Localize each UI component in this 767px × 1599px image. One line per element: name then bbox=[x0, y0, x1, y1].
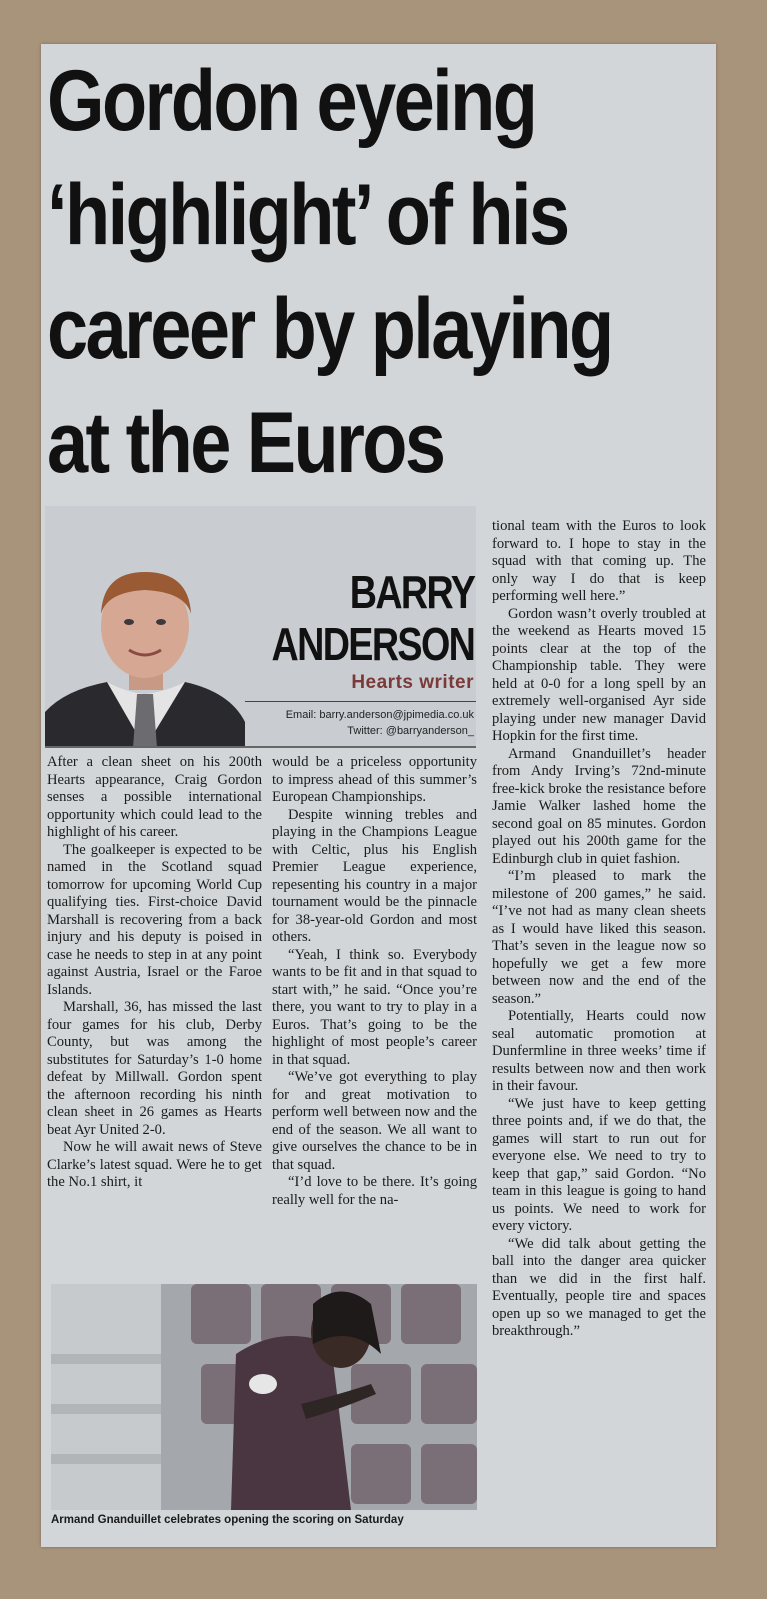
paragraph: tional team with the Euros to look forward to. I hope to stay in the squad with that coming up. The only way I do that is keep performing well here.” bbox=[492, 518, 706, 604]
author-photo bbox=[45, 562, 245, 748]
paragraph: “We’ve got everything to play for and great motivation to perform well between now and the end of the season. We all want to give ourselves the chance to be in that squad. bbox=[272, 1069, 477, 1173]
headline-line: at the Euros bbox=[47, 395, 444, 491]
match-photo bbox=[51, 1284, 477, 1510]
paragraph: Marshall, 36, has missed the last four games for his club, Derby County, but was among the substitutes for Saturday’s 1-0 home defeat by Millwall. Gordon spent the afternoon recording his ninth clean sheet in 26 games as Hearts beat Ayr United 2-0. bbox=[47, 999, 262, 1138]
paragraph: Despite winning trebles and playing in the Champions League with Celtic, plus his English Premier League experience, repesenting his country in a major tournament would be the pinnacle for 38-year-old Gordon and most others. bbox=[272, 806, 477, 945]
paragraph: Gordon wasn’t overly troubled at the weekend as Hearts moved 15 points clear at the top of the Championship table. They were held at 0-0 for a long spell by an extremely well-organised Ayr side playing under new manager David Hopkin for the first time. bbox=[492, 605, 706, 744]
author-name bbox=[271, 566, 474, 670]
paragraph: “We did talk about getting the ball into the danger area quicker than we did in the first half. Eventually, people tire and spaces open up so we managed to get the breakthrough.” bbox=[492, 1235, 706, 1339]
paragraph: “Yeah, I think so. Everybody wants to be fit and in that squad to start with,” he said. “Once you’re there, you want to try to play in a Euros. That’s going to be the highlight of most people’s career in that squad. bbox=[272, 946, 477, 1068]
paragraph: The goalkeeper is expected to be named in the Scotland squad tomorrow for upcoming World Cup qualifying ties. First-choice David Marshall is recovering from a back injury and his deputy is poised in case he needs to step in at any point against Austria, Israel or the Faroe Islands. bbox=[47, 841, 262, 998]
paragraph: After a clean sheet on his 200th Hearts appearance, Craig Gordon senses a possible international opportunity which could lead to the highlight of his career. bbox=[47, 754, 262, 840]
headline-line: career by playing bbox=[47, 281, 612, 377]
paragraph: Now he will await news of Steve Clarke’s latest squad. Were he to get the No.1 shirt, it bbox=[47, 1139, 262, 1190]
author-email: Email: barry.anderson@jpimedia.co.uk bbox=[285, 709, 474, 721]
headline-line: ‘highlight’ of his bbox=[47, 167, 568, 263]
article-column-2 bbox=[272, 754, 477, 1209]
author-twitter: Twitter: @barryanderson_ bbox=[347, 725, 474, 737]
paragraph: “I’d love to be there. It’s going really well for the na- bbox=[272, 1174, 477, 1208]
paragraph: would be a priceless opportunity to impress ahead of this summer’s European Championships. bbox=[272, 754, 477, 805]
author-name-line: ANDERSON bbox=[271, 618, 474, 670]
headline-line: Gordon eyeing bbox=[47, 53, 536, 149]
byline-box bbox=[45, 506, 476, 748]
headline bbox=[47, 44, 615, 500]
paragraph: Armand Gnanduillet’s header from Andy Irving’s 72nd-minute free-kick broke the resistance before Jamie Walker lashed home the second goal on 85 minutes. Gordon played out his 200th game for the Edinburgh club in quiet fashion. bbox=[492, 745, 706, 867]
paragraph: “We just have to keep getting three points and, if we do that, the games will start to run out for everyone else. We need to try to keep that gap,” said Gordon. “No team in this league is going to hand us points. We need to work for every victory. bbox=[492, 1095, 706, 1234]
photo-caption: Armand Gnanduillet celebrates opening the scoring on Saturday bbox=[51, 1514, 404, 1526]
author-contact bbox=[286, 707, 474, 739]
author-role: Hearts writer bbox=[351, 672, 474, 693]
paragraph: Potentially, Hearts could now seal automatic promotion at Dunfermline in three weeks’ time if results between now and then work in their favour. bbox=[492, 1008, 706, 1094]
article-column-1 bbox=[47, 754, 262, 1192]
byline-bottom-rule bbox=[45, 746, 476, 748]
article-column-3 bbox=[492, 518, 706, 1341]
paragraph: “I’m pleased to mark the milestone of 200 games,” he said. “I’ve not had as many clean sheets as I would have liked this season. That’s seven in the league now so hopefully we get a few more between now and the end of the season.” bbox=[492, 868, 706, 1007]
author-name-line: BARRY bbox=[349, 566, 474, 618]
newspaper-clipping bbox=[41, 44, 716, 1547]
byline-divider bbox=[245, 701, 476, 702]
